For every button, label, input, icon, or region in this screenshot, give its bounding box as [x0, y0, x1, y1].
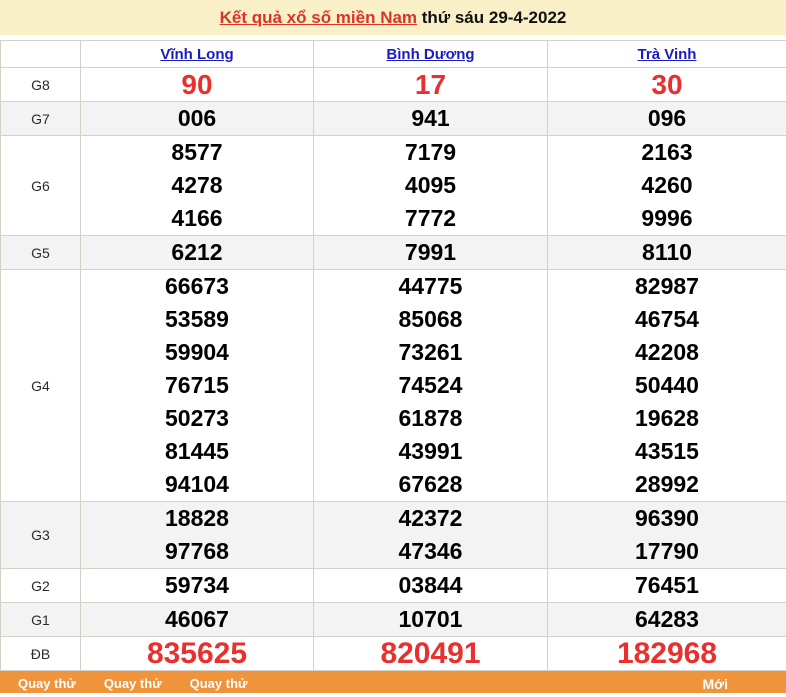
prize-number: 03844 [398, 572, 463, 598]
prize-numbers-cell [548, 569, 786, 603]
prize-number: 7772 [404, 205, 457, 231]
prize-label: G1 [1, 603, 81, 637]
prize-numbers-cell [548, 502, 786, 569]
prize-label: G6 [1, 136, 81, 236]
province-link-tra-vinh[interactable]: Trà Vinh [637, 45, 697, 63]
prize-number: 6212 [171, 239, 223, 265]
prize-numbers-cell [81, 236, 314, 270]
prize-number: 46067 [165, 606, 229, 632]
prize-number: 006 [177, 105, 217, 131]
prize-number: 43515 [635, 438, 699, 464]
prize-number: 8110 [642, 239, 692, 265]
prize-numbers-cell [314, 603, 548, 637]
prize-number: 59904 [165, 339, 229, 365]
footer-link-2[interactable]: Quay thử [103, 676, 162, 691]
prize-number: 7991 [404, 239, 457, 265]
province-header-vinh-long [81, 41, 314, 68]
prize-row-g7 [1, 102, 786, 136]
prize-row-g5 [1, 236, 786, 270]
footer-bar [0, 671, 786, 693]
prize-row-g1 [1, 603, 786, 637]
prize-numbers-cell [548, 270, 786, 502]
prize-number: 8577 [171, 139, 223, 165]
prize-number: 17 [414, 69, 447, 100]
prize-number: 19628 [635, 405, 699, 431]
prize-numbers-cell [81, 603, 314, 637]
prize-number: 82987 [635, 273, 699, 299]
prize-numbers-cell [81, 102, 314, 136]
province-link-binh-duong[interactable]: Bình Dương [386, 45, 475, 63]
prize-numbers-cell [314, 637, 548, 671]
prize-numbers-cell [314, 502, 548, 569]
footer-badge: Mới [702, 676, 728, 692]
draw-date-text: thứ sáu 29-4-2022 [417, 7, 567, 27]
prize-number: 74524 [398, 372, 463, 398]
prize-number: 43991 [398, 438, 463, 464]
prize-numbers-cell [81, 270, 314, 502]
prize-numbers-cell [81, 136, 314, 236]
prize-number: 9996 [641, 205, 693, 231]
prize-label: G4 [1, 270, 81, 502]
province-header-row [1, 41, 786, 68]
prize-number: 2163 [641, 139, 693, 165]
prize-number: 7179 [404, 139, 457, 165]
prize-row-g6 [1, 136, 786, 236]
prize-number: 42208 [635, 339, 699, 365]
prize-numbers-cell [548, 637, 786, 671]
prize-number: 182968 [616, 637, 718, 670]
prize-number: 28992 [635, 471, 699, 497]
prize-number: 820491 [380, 637, 481, 670]
prize-number: 76451 [635, 572, 699, 598]
prize-row-đb [1, 637, 786, 671]
prize-numbers-cell [548, 236, 786, 270]
prize-number: 50273 [165, 405, 229, 431]
prize-number: 941 [411, 105, 450, 131]
prize-number: 835625 [146, 637, 248, 670]
prize-number: 53589 [165, 306, 229, 332]
prize-numbers-cell [314, 270, 548, 502]
prize-number: 096 [647, 105, 687, 131]
prize-number: 76715 [165, 372, 229, 398]
prize-label: G7 [1, 102, 81, 136]
region-title-link[interactable]: Kết quả xổ số miền Nam [219, 7, 418, 27]
prize-row-g3 [1, 502, 786, 569]
prize-label: G2 [1, 569, 81, 603]
prize-number: 64283 [635, 606, 699, 632]
prize-number: 10701 [398, 606, 463, 632]
prize-numbers-cell [81, 637, 314, 671]
province-header-binh-duong [314, 41, 548, 68]
footer-link-3[interactable]: Quay thử [189, 676, 248, 691]
prize-number: 30 [651, 69, 683, 100]
prize-numbers-cell [81, 502, 314, 569]
prize-number: 94104 [165, 471, 229, 497]
prize-number: 4260 [641, 172, 693, 198]
province-link-vinh-long[interactable]: Vĩnh Long [160, 45, 234, 63]
prize-numbers-cell [314, 68, 548, 102]
prize-number: 73261 [398, 339, 463, 365]
prize-number: 81445 [165, 438, 229, 464]
prize-label: G8 [1, 68, 81, 102]
prize-number: 42372 [398, 505, 463, 531]
page-title [0, 0, 786, 35]
prize-numbers-cell [548, 603, 786, 637]
prize-numbers-cell [81, 68, 314, 102]
footer-link-1[interactable]: Quay thử [18, 676, 76, 691]
prize-number: 59734 [165, 572, 229, 598]
prize-number: 97768 [165, 538, 229, 564]
prize-number: 66673 [165, 273, 229, 299]
prize-row-g2 [1, 569, 786, 603]
province-header-tra-vinh [548, 41, 786, 68]
prize-number: 90 [181, 69, 213, 100]
prize-number: 50440 [635, 372, 699, 398]
corner-cell [1, 41, 81, 68]
prize-numbers-cell [548, 102, 786, 136]
prize-label: ĐB [1, 637, 81, 671]
prize-number: 4278 [171, 172, 223, 198]
prize-label: G5 [1, 236, 81, 270]
prize-number: 47346 [398, 538, 463, 564]
prize-numbers-cell [548, 136, 786, 236]
prize-number: 85068 [398, 306, 463, 332]
prize-numbers-cell [314, 136, 548, 236]
prize-numbers-cell [314, 236, 548, 270]
prize-numbers-cell [81, 569, 314, 603]
prize-number: 46754 [635, 306, 699, 332]
prize-numbers-cell [314, 102, 548, 136]
prize-label: G3 [1, 502, 81, 569]
prize-numbers-cell [548, 68, 786, 102]
prize-number: 18828 [165, 505, 229, 531]
prize-number: 4166 [171, 205, 223, 231]
prize-row-g8 [1, 68, 786, 102]
prize-number: 67628 [398, 471, 463, 497]
prize-number: 61878 [398, 405, 463, 431]
prize-number: 17790 [635, 538, 699, 564]
prize-numbers-cell [314, 569, 548, 603]
prize-number: 96390 [635, 505, 699, 531]
prize-row-g4 [1, 270, 786, 502]
lottery-results-table [0, 40, 786, 671]
prize-number: 44775 [398, 273, 463, 299]
prize-number: 4095 [404, 172, 457, 198]
results-tbody [1, 68, 786, 671]
